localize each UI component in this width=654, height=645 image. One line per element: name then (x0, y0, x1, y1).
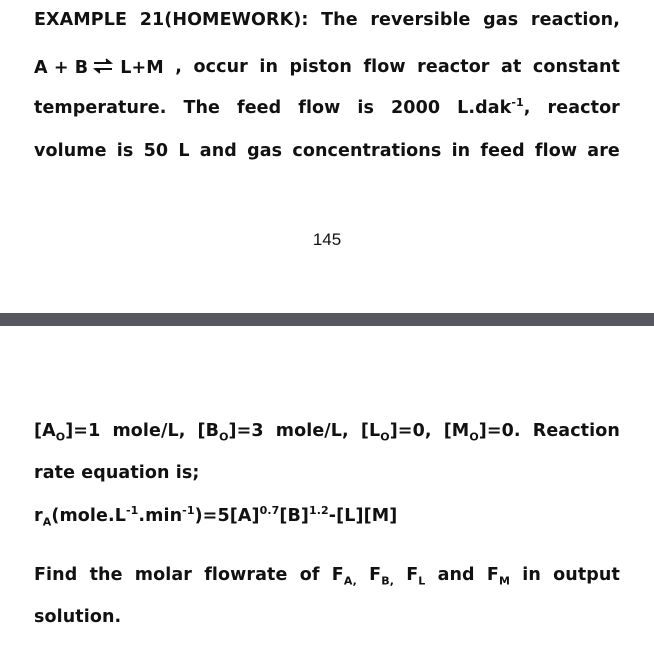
unit-exponent: -1 (511, 96, 524, 110)
word: 2000 (391, 98, 441, 118)
word: in (259, 57, 279, 77)
unit-base: L.dak (457, 98, 512, 118)
word: gas (247, 141, 283, 161)
word: concentrations (292, 141, 442, 161)
flow-fa: $F_{A,}$ (331, 565, 357, 588)
word: mole/L, (275, 421, 349, 441)
flow-fl: $F_L$ (406, 565, 426, 588)
reaction-equation (34, 57, 164, 78)
word: reaction, (530, 10, 620, 30)
word: flowrate (204, 565, 288, 585)
word: reactor (547, 98, 620, 118)
initial-b: $[B_O]=3$ (197, 421, 264, 444)
reactants: A + B (34, 58, 89, 78)
text-line-4 (34, 141, 620, 161)
word: flow (363, 57, 406, 77)
word: , (175, 57, 183, 77)
word: at (501, 57, 522, 77)
text-line-1 (34, 10, 620, 30)
word: mole/L, (112, 421, 186, 441)
initial-a: $[A_O]=1$ (34, 421, 101, 444)
word: 21(HOMEWORK): (139, 10, 309, 30)
text-line-8 (34, 565, 620, 588)
word: 50 (143, 141, 169, 161)
products: L+M (120, 58, 164, 78)
word: constant (532, 57, 620, 77)
word: temperature. (34, 98, 167, 118)
word: output (553, 565, 620, 585)
word: reversible (370, 10, 471, 30)
word: L (178, 141, 190, 161)
flow-unit (457, 98, 530, 118)
word: EXAMPLE (34, 10, 128, 30)
page-bottom (0, 326, 654, 645)
word: of (299, 565, 320, 585)
punctuation: , (523, 98, 531, 118)
word: flow (298, 98, 341, 118)
word: feed (237, 98, 282, 118)
page-separator (0, 313, 654, 326)
text-line-6: rate equation is; (34, 463, 200, 483)
word: reactor (417, 57, 490, 77)
word: is (116, 141, 134, 161)
word: flow (534, 141, 578, 161)
text-line-5 (34, 421, 620, 444)
word: Find (34, 565, 78, 585)
word: the (89, 565, 123, 585)
word: in (451, 141, 471, 161)
flow-fm: $F_M$ (486, 565, 511, 588)
word: is (357, 98, 375, 118)
word: in (522, 565, 541, 585)
flow-fb: $F_{B,}$ (369, 565, 394, 588)
rate-equation: $r_A(mole.L^{-1}.\min^{-1})=5[A]^{0.7}[B]^{1.2}-[L][M]$ (34, 504, 398, 529)
page-top (0, 0, 654, 313)
word: volume (34, 141, 107, 161)
word: The (183, 98, 221, 118)
word: The (321, 10, 358, 30)
text-line-9: solution. (34, 607, 122, 627)
reversible-arrows-icon (92, 57, 114, 75)
word: occur (193, 57, 248, 77)
word: gas (483, 10, 519, 30)
text-line-2 (34, 57, 620, 78)
word: Reaction (532, 421, 620, 441)
text-line-3 (34, 98, 620, 118)
word: are (587, 141, 620, 161)
word: piston (289, 57, 352, 77)
word: and (199, 141, 237, 161)
word: feed (480, 141, 525, 161)
initial-l: $[L_O]=0$, (360, 421, 432, 444)
word: and (437, 565, 475, 585)
initial-m: $[M_O]=0$. (443, 421, 521, 444)
page-number: 145 (312, 230, 342, 249)
word: molar (134, 565, 192, 585)
